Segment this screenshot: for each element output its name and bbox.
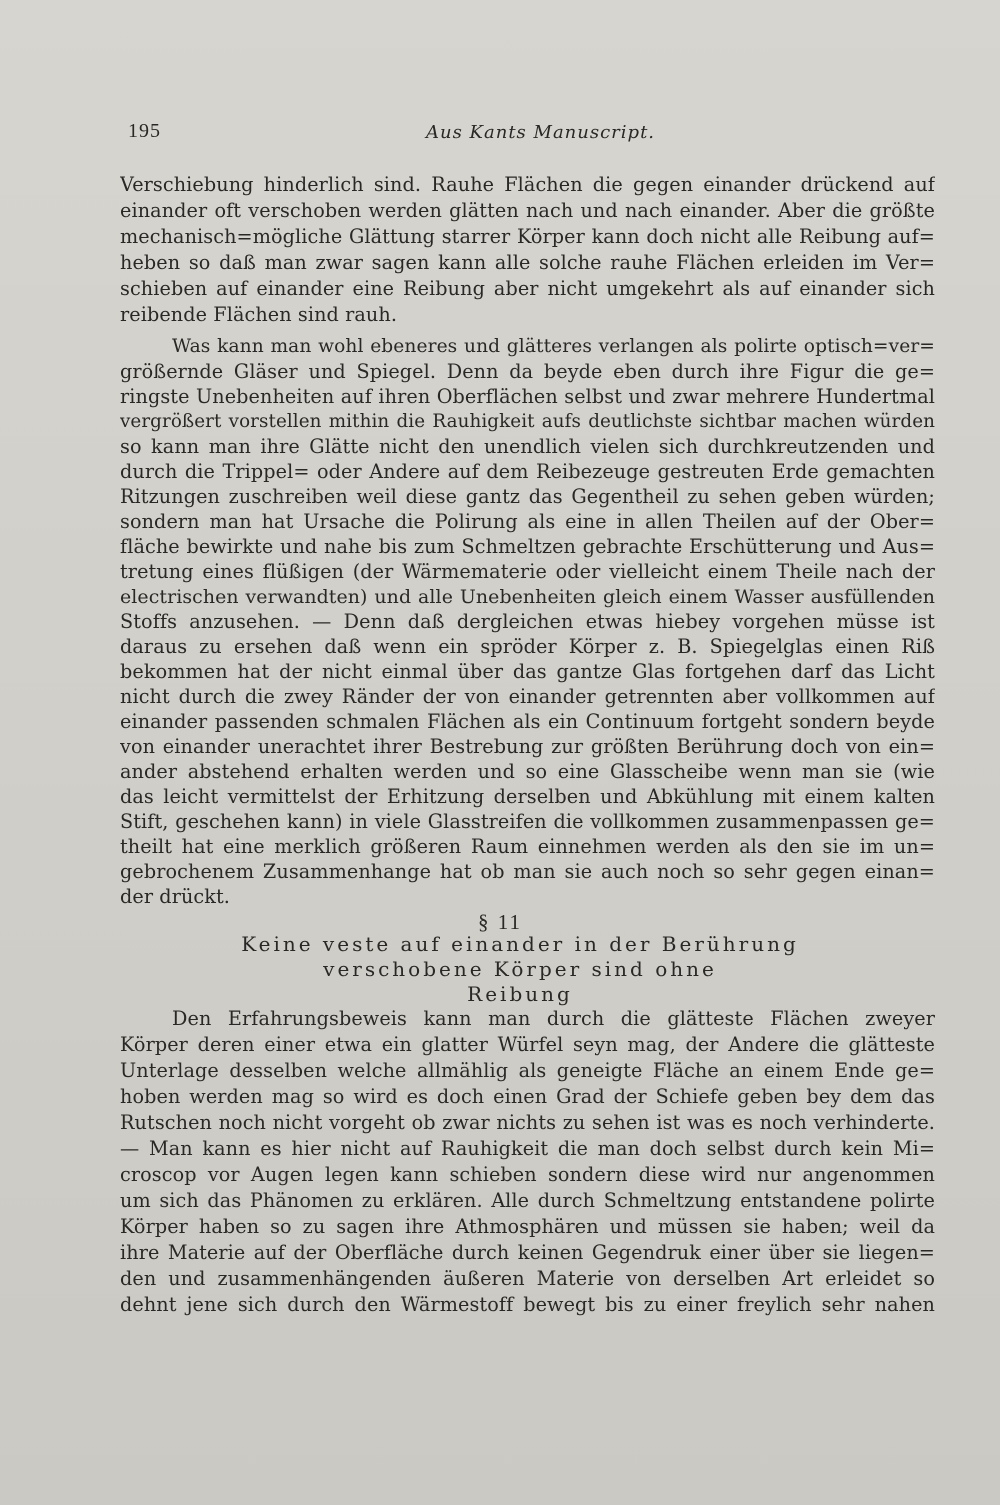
text-line: theilt hat eine merklich größeren Raum einnehmen werden als den sie im un= bbox=[120, 835, 935, 858]
running-title: Aus Kants Manuscript. bbox=[426, 122, 656, 143]
text-line: schieben auf einander eine Reibung aber nicht umgekehrt als auf einander sich bbox=[120, 277, 935, 300]
text-line: tretung eines flüßigen (der Wärmematerie oder vielleicht einem Theile nach der bbox=[120, 560, 935, 583]
text-line: sondern man hat Ursache die Polirung als eine in allen Theilen auf der Ober= bbox=[120, 510, 935, 533]
text-line: Körper deren einer etwa ein glatter Würfel seyn mag, der Andere die glätteste bbox=[120, 1033, 935, 1056]
text-line: ander abstehend erhalten werden und so eine Glasscheibe wenn man sie (wie bbox=[120, 760, 935, 783]
text-line: Rutschen noch nicht vorgeht ob zwar nichts zu sehen ist was es noch verhinderte. bbox=[120, 1111, 935, 1134]
text-line: Stift, geschehen kann) in viele Glasstreifen die vollkommen zusammenpassen ge= bbox=[120, 810, 935, 833]
text-line: größernde Gläser und Spiegel. Denn da beyde eben durch ihre Figur die ge= bbox=[120, 360, 935, 383]
text-line: heben so daß man zwar sagen kann alle solche rauhe Flächen erleiden im Ver= bbox=[120, 251, 935, 274]
page-header bbox=[128, 120, 928, 150]
text-line: mechanisch=mögliche Glättung starrer Körper kann doch nicht alle Reibung auf= bbox=[120, 225, 935, 248]
text-line: hoben werden mag so wird es doch einen Grad der Schiefe geben bey dem das bbox=[120, 1085, 935, 1108]
text-line: fläche bewirkte und nahe bis zum Schmeltzen gebrachte Erschütterung und Aus= bbox=[120, 535, 935, 558]
text-line: reibende Flächen sind rauh. bbox=[120, 303, 398, 326]
section-heading-line: verschobene Körper sind ohne bbox=[323, 957, 717, 981]
text-line: dehnt jene sich durch den Wärmestoff bewegt bis zu einer freylich sehr nahen bbox=[120, 1293, 935, 1316]
text-line: von einander unerachtet ihrer Bestrebung zur größten Berührung doch von ein= bbox=[120, 735, 935, 758]
text-line: den und zusammenhängenden äußeren Materie von derselben Art erleidet so bbox=[120, 1267, 935, 1290]
text-line: einander oft verschoben werden glätten nach und nach einander. Aber die größte bbox=[120, 199, 935, 222]
section-heading-line: Reibung bbox=[467, 982, 573, 1006]
text-line: vergrößert vorstellen mithin die Rauhigkeit aufs deutlichste sichtbar machen würden bbox=[120, 411, 935, 432]
text-line: Stoffs anzusehen. — Denn daß dergleichen etwas hiebey vorgehen müsse ist bbox=[120, 610, 935, 633]
text-line: Was kann man wohl ebeneres und glätteres verlangen als polirte optisch=ver= bbox=[172, 336, 935, 357]
text-line: durch die Trippel= oder Andere auf dem Reibezeuge gestreuten Erde gemachten bbox=[120, 460, 935, 483]
text-line: Ritzungen zuschreiben weil diese gantz das Gegentheil zu sehen geben würden; bbox=[120, 485, 935, 508]
text-line: nicht durch die zwey Ränder der von einander getrennten aber vollkommen auf bbox=[120, 685, 935, 708]
text-line: — Man kann es hier nicht auf Rauhigkeit die man doch selbst durch kein Mi= bbox=[120, 1137, 935, 1160]
text-line: so kann man ihre Glätte nicht den unendlich vielen sich durchkreutzenden und bbox=[120, 435, 935, 458]
section-heading-line: Keine veste auf einander in der Berührung bbox=[241, 932, 799, 956]
section-number: § 11 bbox=[478, 910, 522, 934]
text-line: Verschiebung hinderlich sind. Rauhe Flächen die gegen einander drückend auf bbox=[120, 173, 935, 196]
text-line: croscop vor Augen legen kann schieben sondern diese wird nur angenommen bbox=[120, 1163, 935, 1186]
text-line: ihre Materie auf der Oberfläche durch keinen Gegendruk einer über sie liegen= bbox=[120, 1241, 935, 1264]
text-line: Den Erfahrungsbeweis kann man durch die glätteste Flächen zweyer bbox=[172, 1007, 935, 1030]
text-line: electrischen verwandten) und alle Unebenheiten gleich einem Wasser ausfüllenden bbox=[120, 586, 935, 608]
text-line: um sich das Phänomen zu erklären. Alle durch Schmeltzung entstandene polirte bbox=[120, 1189, 935, 1212]
text-line: das leicht vermittelst der Erhitzung derselben und Abkühlung mit einem kalten bbox=[120, 785, 935, 808]
text-line: ringste Unebenheiten auf ihren Oberflächen selbst und zwar mehrere Hundertmal bbox=[120, 385, 935, 408]
text-line: gebrochenem Zusammenhange hat ob man sie auch noch so sehr gegen einan= bbox=[120, 860, 935, 883]
text-line: der drückt. bbox=[120, 885, 231, 908]
text-line: Unterlage desselben welche allmählig als geneigte Fläche an einem Ende ge= bbox=[120, 1059, 935, 1082]
text-line: daraus zu ersehen daß wenn ein spröder Körper z. B. Spiegelglas einen Riß bbox=[120, 635, 935, 658]
text-line: einander passenden schmalen Flächen als ein Continuum fortgeht sondern beyde bbox=[120, 710, 935, 733]
text-line: Körper haben so zu sagen ihre Athmosphären und müssen sie haben; weil da bbox=[120, 1215, 935, 1238]
text-line: bekommen hat der nicht einmal über das gantze Glas fortgehen darf das Licht bbox=[120, 660, 935, 683]
page-number: 195 bbox=[128, 120, 161, 142]
